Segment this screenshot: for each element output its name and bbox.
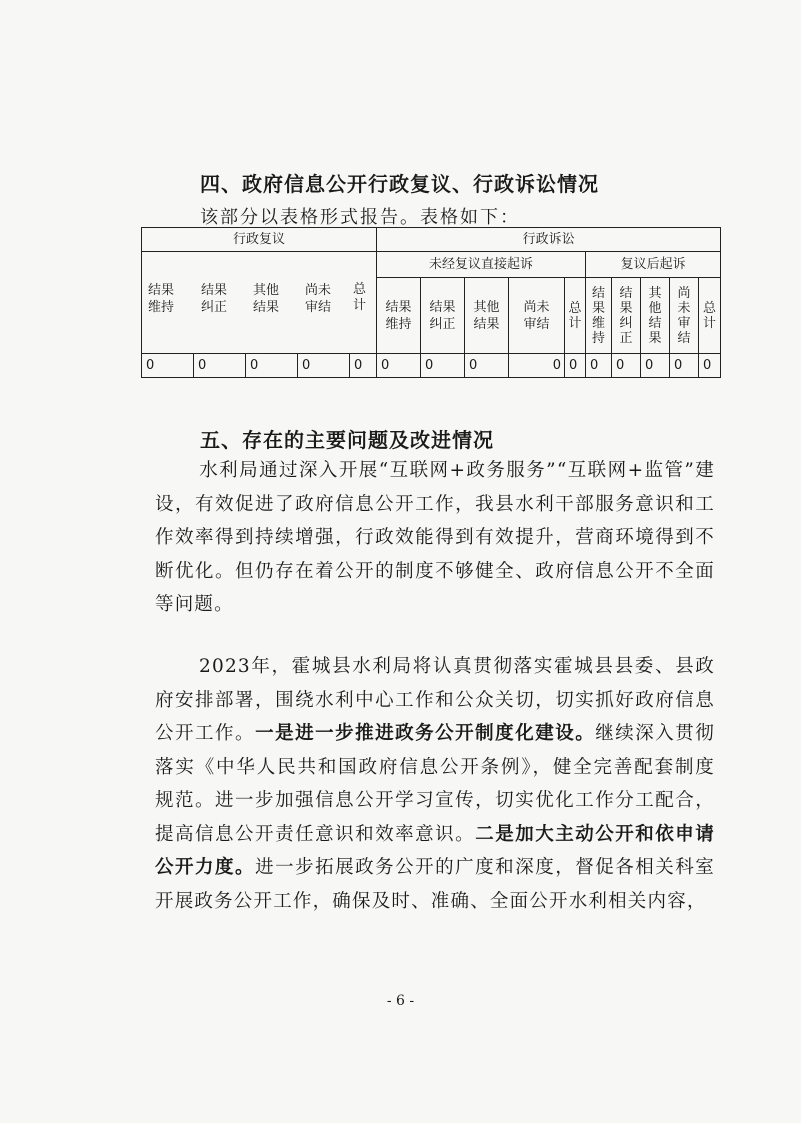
value-cell: 0: [421, 354, 465, 378]
page-number: - 6 -: [386, 993, 415, 1009]
col-review-total: 总计: [353, 282, 367, 313]
col-review-pending: 尚未审结: [305, 283, 332, 315]
header-admin-litigation: 行政诉讼: [377, 228, 721, 252]
value-cell: 0: [612, 354, 641, 378]
col-after-other: 其他结果: [641, 278, 670, 354]
value-cell: 0: [465, 354, 509, 378]
col-review-corrected: 结果纠正: [201, 283, 228, 315]
paragraph-problems: 水利局通过深入开展“互联网+政务服务”“互联网+监管”建设，有效促进了政府信息公开工作，我县水利干部服务意识和工作效率得到持续增强，行政效能得到有效提升，营商环境得到不断优化。但仍存在着公开的制度不够健全、政府信息公开不全面等问题。: [155, 460, 715, 615]
review-column-labels: [141, 282, 377, 330]
value-cell: 0: [377, 354, 421, 378]
col-after-pending: 尚未审结: [670, 278, 699, 354]
emphasis-two: 二是加大主动公开和依申请公开力度。: [155, 823, 716, 878]
value-cell: 0: [194, 354, 246, 378]
col-review-other: 其他结果: [253, 283, 280, 315]
col-review-upheld: 结果维持: [148, 283, 175, 315]
value-cell: 0: [699, 354, 721, 378]
header-suit-after-review: 复议后起诉: [586, 252, 721, 278]
paragraph-plans: 2023年，霍城县水利局将认真贯彻落实霍城县县委、县政府安排部署，围绕水利中心工作和公众关切，切实抓好政府信息公开工作。一是进一步推进政务公开制度化建设。继续深入贯彻落实《中华人民共和国政府信息公开条例》，健全完善配套制度规范。进一步加强信息公开学习宣传，切实优化工作分工配合，提高信息公开责任意识和效率意识。二是加大主动公开和依申请公开力度。进一步拓展政务公开的广度和深度，督促各相关科室开展政务公开工作，确保及时、准确、全面公开水利相关内容，: [155, 656, 716, 912]
value-cell: 0: [246, 354, 298, 378]
col-after-total: 总计: [699, 278, 721, 354]
value-cell: 0: [586, 354, 612, 378]
section-4-intro: 该部分以表格形式报告。表格如下：: [200, 207, 520, 228]
col-litigation-upheld: 结果维持: [377, 278, 421, 354]
value-cell: 0: [298, 354, 350, 378]
value-cell: 0: [641, 354, 670, 378]
col-litigation-corrected: 结果纠正: [421, 278, 465, 354]
value-cell: 0: [565, 354, 586, 378]
header-direct-suit: 未经复议直接起诉: [377, 252, 586, 278]
header-admin-review: 行政复议: [142, 228, 377, 252]
col-litigation-pending: 尚未审结: [509, 278, 565, 354]
col-after-upheld: 结果维持: [586, 278, 612, 354]
col-litigation-total: 总计: [565, 278, 586, 354]
col-after-corrected: 结果纠正: [612, 278, 641, 354]
section-4-heading: 四、政府信息公开行政复议、行政诉讼情况: [200, 172, 599, 196]
section-5-heading: 五、存在的主要问题及改进情况: [200, 428, 494, 452]
value-cell: 0: [142, 354, 194, 378]
value-cell: 0: [509, 354, 565, 378]
value-cell: 0: [350, 354, 377, 378]
emphasis-one: 一是进一步推进政务公开制度化建设。: [255, 723, 596, 744]
table-row-values: [142, 354, 721, 378]
value-cell: 0: [670, 354, 699, 378]
col-litigation-other: 其他结果: [465, 278, 509, 354]
